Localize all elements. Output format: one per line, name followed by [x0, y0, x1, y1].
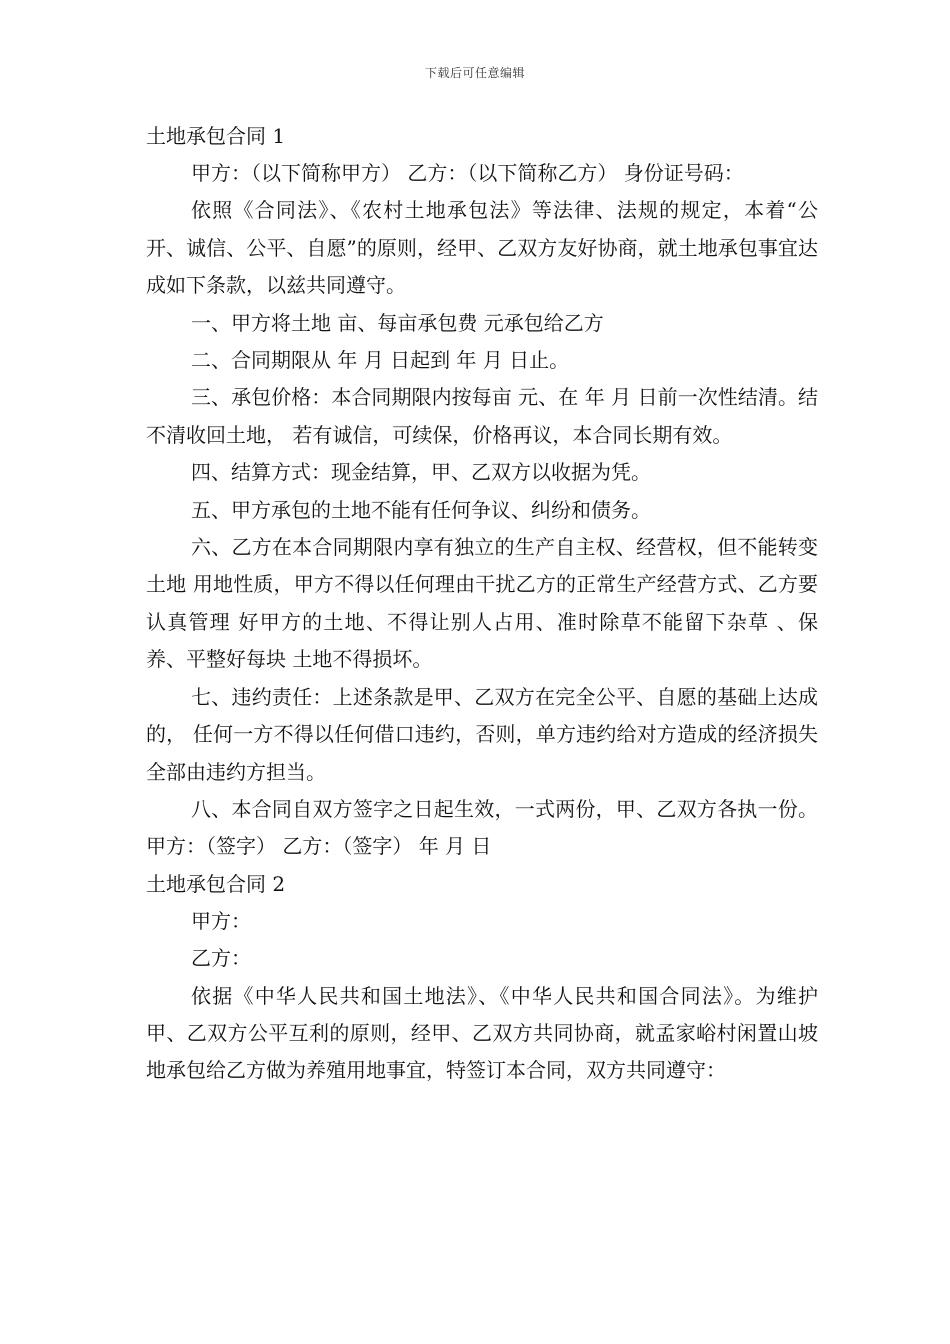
- contract1-clause-4: 四、结算方式：现金结算，甲、乙双方以收据为凭。: [191, 460, 651, 485]
- contract1-clause-5: 五、甲方承包的土地不能有任何争议、纠纷和债务。: [191, 497, 651, 522]
- contract2-title: 土地承包合同 2: [146, 871, 286, 896]
- contract1-clause-3: 三、承包价格：本合同期限内按每亩 元、在 年 月 日前一次性结清。结不清收回土地， 若有诚信，可续保，价格再议，本合同长期有效。: [146, 385, 818, 447]
- contract2-preamble: 依据《中华人民共和国土地法》、《中华人民共和国合同法》。为维护甲、乙双方公平互利的原则，经甲、乙双方共同协商，就孟家峪村闲置山坡地承包给乙方做为养殖用地事宜，特签订本合同，双方共同遵守：: [146, 983, 818, 1083]
- contract2-party-b: 乙方：: [191, 946, 251, 971]
- contract1-clause-1: 一、甲方将土地 亩、每亩承包费 元承包给乙方: [191, 310, 604, 335]
- contract1-clause-2: 二、合同期限从 年 月 日起到 年 月 日止。: [191, 348, 570, 373]
- contract2-party-a: 甲方：: [191, 908, 251, 933]
- document-body: [146, 118, 818, 1090]
- contract1-clause-6: 六、乙方在本合同期限内享有独立的生产自主权、经营权，但不能转变土地 用地性质，甲方不得以任何理由干扰乙方的正常生产经营方式、乙方要认真管理 好甲方的土地、不得让别人占用、准时除草不能留下杂草 、保养、平整好每块 土地不得损坏。: [146, 535, 818, 672]
- contract1-clause-8: 八、本合同自双方签字之日起生效，一式两份，甲、乙双方各执一份。 甲方：（签字） 乙方：（签字） 年 月 日: [146, 796, 818, 859]
- contract1-clause-7: 七、违约责任：上述条款是甲、乙双方在完全公平、自愿的基础上达成的， 任何一方不得以任何借口违约，否则，单方违约给对方造成的经济损失全部由违约方担当。: [146, 684, 818, 784]
- contract1-preamble: 依照《合同法》、《农村土地承包法》等法律、法规的规定，本着“公开、诚信、公平、自愿”的原则，经甲、乙双方友好协商，就土地承包事宜达成如下条款，以兹共同遵守。: [146, 198, 818, 298]
- contract1-parties: 甲方：（以下简称甲方） 乙方：（以下简称乙方） 身份证号码：: [191, 161, 744, 185]
- header-note: 下载后可任意编辑: [424, 66, 525, 80]
- contract1-title: 土地承包合同 1: [146, 124, 286, 148]
